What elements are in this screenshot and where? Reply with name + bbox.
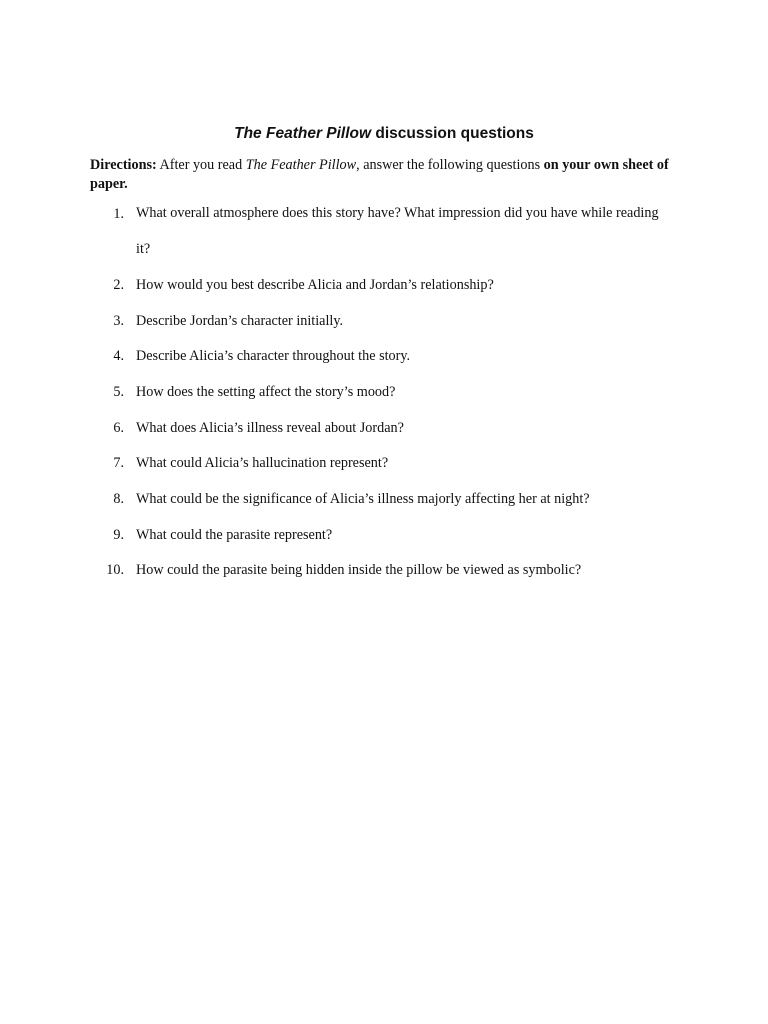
- question-text: What does Alicia’s illness reveal about Jordan?: [136, 420, 404, 436]
- question-text: How does the setting affect the story’s mood?: [136, 384, 396, 400]
- question-text: Describe Jordan’s character initially.: [136, 313, 344, 329]
- question-text: What could the parasite represent?: [136, 527, 333, 543]
- question-text: Describe Alicia’s character throughout the story.: [136, 348, 411, 364]
- question-text: What could Alicia’s hallucination represent?: [136, 455, 389, 471]
- question-number: 7.: [113, 455, 124, 471]
- question-text: What overall atmosphere does this story have? What impression did you have while reading it?: [136, 205, 659, 257]
- directions-label: Directions:: [90, 157, 157, 173]
- question-number: 4.: [113, 348, 124, 364]
- question-text: What could be the significance of Alicia’s illness majorly affecting her at night?: [136, 491, 590, 507]
- directions-paragraph: [90, 156, 680, 194]
- question-number: 9.: [113, 527, 124, 543]
- title-story-name: The Feather Pillow: [234, 125, 372, 142]
- question-number: 5.: [113, 384, 124, 400]
- title-suffix: discussion questions: [371, 125, 534, 142]
- directions-story-title: The Feather Pillow: [245, 157, 357, 173]
- question-number: 6.: [113, 420, 124, 436]
- question-number: 3.: [113, 313, 124, 329]
- question-number: 1.: [113, 206, 124, 222]
- question-text: How would you best describe Alicia and Jordan’s relationship?: [136, 277, 494, 293]
- directions-bold-end: on your own sheet of paper.: [90, 157, 669, 192]
- question-text: How could the parasite being hidden inside the pillow be viewed as symbolic?: [136, 562, 582, 578]
- directions-text-before: After you read: [156, 157, 246, 173]
- question-number: 2.: [113, 277, 124, 293]
- page-title: [0, 124, 768, 144]
- directions-text-middle: , answer the following questions: [356, 157, 544, 173]
- question-number: 8.: [113, 491, 124, 507]
- question-number: 10.: [106, 562, 124, 578]
